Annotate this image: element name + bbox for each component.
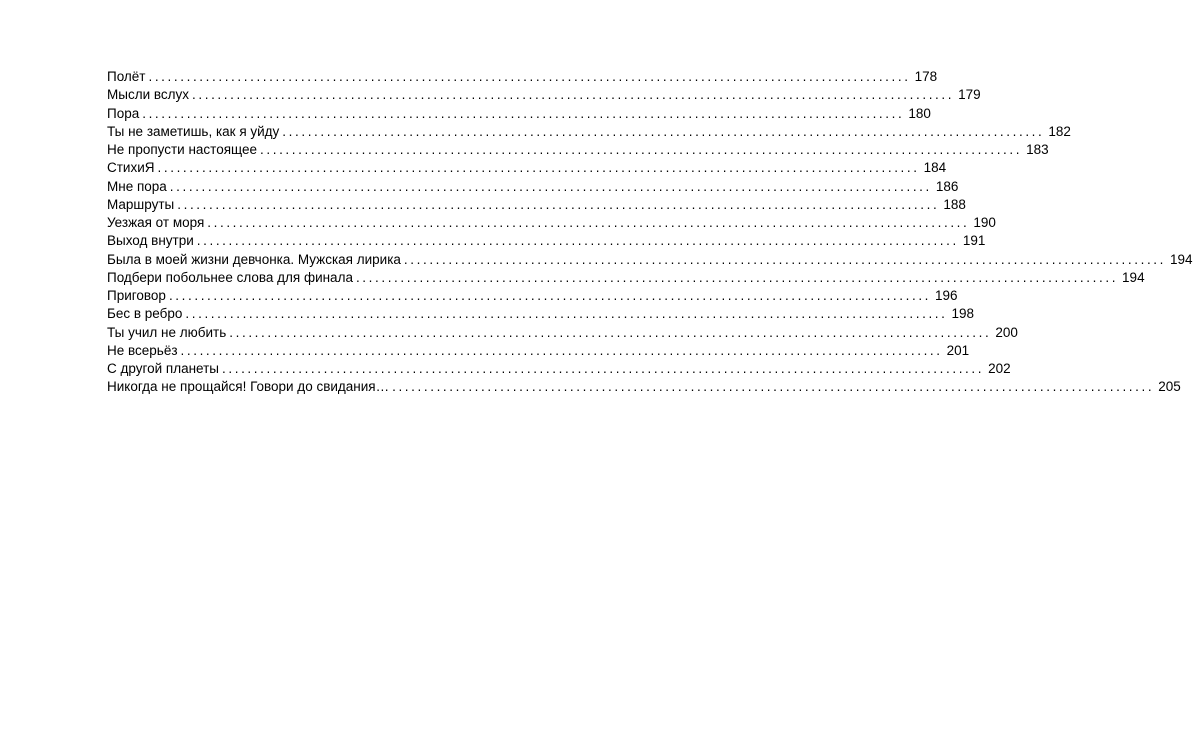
toc-entry-title: Маршруты bbox=[107, 196, 175, 212]
toc-entry bbox=[107, 123, 1071, 141]
toc-dot-leader: ........................................................................................................................ bbox=[355, 269, 1119, 285]
toc-entry-title: Никогда не прощайся! Говори до свидания… bbox=[107, 379, 390, 395]
toc-entry bbox=[107, 360, 1011, 378]
toc-entry-page: 182 bbox=[1048, 123, 1071, 139]
toc-entry-page: 180 bbox=[908, 105, 931, 121]
toc-entry bbox=[107, 251, 1193, 269]
toc-entry-title: Бес в ребро bbox=[107, 306, 183, 322]
toc-entry bbox=[107, 324, 1018, 342]
toc-entry bbox=[107, 378, 1181, 396]
table-of-contents bbox=[107, 68, 1193, 397]
toc-entry-page: 184 bbox=[923, 160, 947, 176]
toc-entry-title: Мне пора bbox=[107, 178, 167, 194]
toc-dot-leader: ........................................................................................................................ bbox=[260, 142, 1023, 157]
toc-entry-title: Приговор bbox=[107, 288, 166, 303]
toc-entry bbox=[107, 214, 996, 232]
toc-dot-leader: ........................................................................................................................ bbox=[185, 306, 948, 322]
toc-entry bbox=[107, 269, 1145, 287]
toc-entry-title: С другой планеты bbox=[107, 361, 220, 376]
toc-entry-page: 194 bbox=[1170, 251, 1193, 267]
toc-entry-title: СтихиЯ bbox=[107, 160, 155, 176]
toc-entry-page: 202 bbox=[988, 361, 1011, 376]
toc-entry bbox=[107, 159, 947, 177]
toc-entry-title: Уезжая от моря bbox=[107, 215, 205, 230]
toc-entry-page: 198 bbox=[951, 306, 975, 322]
toc-entry-title: Не пропусти настоящее bbox=[107, 142, 258, 157]
toc-dot-leader: ........................................................................................................................ bbox=[157, 160, 920, 176]
toc-entry bbox=[107, 196, 966, 214]
toc-entry-page: 186 bbox=[935, 178, 959, 194]
toc-dot-leader: ........................................................................................................................ bbox=[142, 105, 905, 121]
toc-entry bbox=[107, 178, 959, 196]
toc-entry-page: 190 bbox=[973, 215, 996, 230]
toc-entry bbox=[107, 68, 938, 86]
toc-entry bbox=[107, 305, 975, 323]
toc-dot-leader: ........................................................................................................................ bbox=[169, 178, 932, 194]
toc-entry-page: 200 bbox=[995, 324, 1018, 340]
toc-entry bbox=[107, 86, 981, 104]
toc-entry-title: Мысли вслух bbox=[107, 87, 190, 103]
toc-entry-page: 196 bbox=[935, 288, 958, 303]
toc-entry-page: 179 bbox=[958, 87, 981, 103]
toc-entry-page: 191 bbox=[962, 233, 986, 249]
toc-dot-leader: ........................................................................................................................ bbox=[177, 196, 940, 212]
toc-dot-leader: ........................................................................................................................ bbox=[207, 215, 970, 230]
toc-dot-leader: ........................................................................................................................ bbox=[229, 324, 992, 340]
toc-dot-leader: ........................................................................................................................ bbox=[196, 233, 959, 249]
toc-entry-page: 188 bbox=[943, 196, 966, 212]
toc-entry-page: 178 bbox=[914, 69, 938, 84]
toc-entry-title: Была в моей жизни девчонка. Мужская лирика bbox=[107, 251, 401, 267]
toc-entry-page: 183 bbox=[1026, 142, 1049, 157]
toc-entry-title: Выход внутри bbox=[107, 233, 194, 249]
toc-entry bbox=[107, 287, 958, 305]
toc-dot-leader: ........................................................................................................................ bbox=[282, 123, 1045, 139]
toc-dot-leader: ........................................................................................................................ bbox=[180, 342, 943, 358]
toc-dot-leader: ........................................................................................................................ bbox=[148, 69, 911, 84]
toc-dot-leader: ........................................................................................................................ bbox=[168, 288, 932, 303]
toc-dot-leader: ........................................................................................................................ bbox=[192, 87, 955, 103]
toc-dot-leader: ........................................................................................................................ bbox=[403, 251, 1167, 267]
toc-entry-title: Полёт bbox=[107, 69, 146, 84]
toc-entry-page: 194 bbox=[1122, 269, 1145, 285]
toc-entry-title: Подбери побольнее слова для финала bbox=[107, 269, 353, 285]
toc-entry-page: 201 bbox=[946, 342, 970, 358]
toc-entry-title: Ты не заметишь, как я уйду bbox=[107, 123, 280, 139]
toc-entry bbox=[107, 105, 931, 123]
toc-entry bbox=[107, 141, 1049, 159]
toc-entry bbox=[107, 232, 986, 250]
toc-entry-title: Ты учил не любить bbox=[107, 324, 227, 340]
toc-entry-page: 205 bbox=[1158, 379, 1181, 395]
toc-entry-title: Не всерьёз bbox=[107, 342, 178, 358]
toc-entry bbox=[107, 342, 970, 360]
toc-dot-leader: ........................................................................................................................ bbox=[392, 379, 1155, 395]
toc-dot-leader: ........................................................................................................................ bbox=[222, 361, 985, 376]
toc-entry-title: Пора bbox=[107, 105, 140, 121]
